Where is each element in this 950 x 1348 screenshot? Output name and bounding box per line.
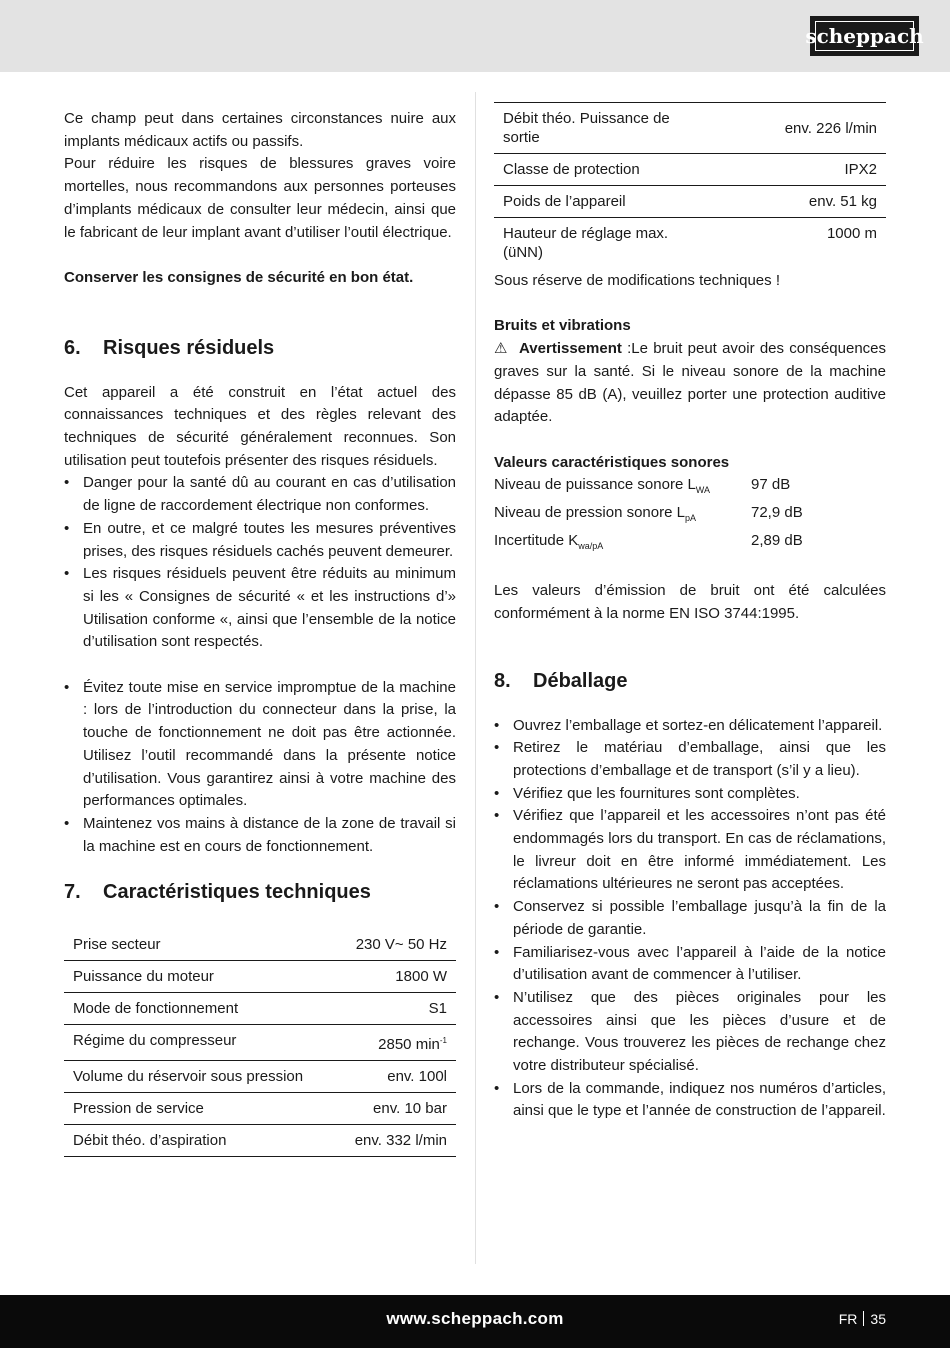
list-item: • Retirez le matériau d’emballage, ainsi que les protections d’emballage et de transport (s’il y a lieu). [494, 737, 886, 782]
sound-label [494, 502, 751, 530]
table-row [64, 1025, 456, 1061]
spec-value: env. 332 l/min [344, 1125, 456, 1157]
language-code: FR [838, 1311, 858, 1327]
spec-value: env. 10 bar [344, 1093, 456, 1125]
spacer [64, 244, 456, 267]
section-title: Risques résiduels [103, 336, 275, 359]
spec-value: env. 51 kg [694, 186, 886, 218]
sound-values-heading: Valeurs caractéristiques sonores [494, 453, 730, 471]
sound-value: 97 dB [751, 476, 791, 494]
section-title: Déballage [533, 669, 628, 692]
table-row [494, 186, 886, 218]
list-item: • Danger pour la santé dû au courant en cas d’utilisation de ligne de raccordement électrique non conformes. [64, 472, 456, 517]
spacer [494, 557, 886, 580]
section-number: 8. [494, 669, 511, 692]
scheppach-logo [805, 16, 924, 56]
sound-value: 2,89 dB [751, 531, 803, 549]
list-item: • Évitez toute mise en service impromptue de la machine : lors de l’introduction du connecteur dans la prise, la touche de fonctionnement ne doit pas être actionnée. Utilisez l’outil recommandé dans la présente notice d’utilisation. Vous garantirez ainsi à votre machine des performances optimales. [64, 677, 456, 813]
spec-label: Débit théo. Puissance de sortie [494, 103, 694, 154]
spec-value: 1000 m [826, 225, 877, 242]
section-7-heading [64, 879, 456, 905]
technical-reserve-note: Sous réserve de modifications techniques ! [494, 272, 780, 289]
column-divider [475, 92, 476, 1264]
spacer [494, 694, 886, 715]
spec-label: Poids de l’appareil [494, 186, 694, 218]
sound-label-subscript: WA [695, 485, 710, 496]
section-6-intro: Cet appareil a été construit en l’état actuel des connaissances techniques et des règles relevant des techniques de sécurité généralement reconnues. Son utilisation peut toutefois présenter des risques résiduels. [64, 383, 456, 469]
table-row [494, 103, 886, 154]
spec-label: Hauteur de réglage max. (üNN) [503, 225, 669, 261]
spec-label: Mode de fonctionnement [64, 993, 344, 1025]
spec-value: S1 [344, 993, 456, 1025]
spec-label: Puissance du moteur [64, 961, 344, 993]
list-item: • Les risques résiduels peuvent être réduits au minimum si les « Consignes de sécurité « et les instructions d’» Utilisation conforme «, ainsi que l’ensemble de la notice d’utilisation sont respectés. [64, 563, 456, 654]
section-title: Caractéristiques techniques [103, 881, 371, 904]
section-number: 6. [64, 336, 81, 359]
list-item: • En outre, et ce malgré toutes les mesures préventives prises, des risques résiduels cachés peuvent demeurer. [64, 518, 456, 563]
spacer [494, 626, 886, 668]
right-column [494, 102, 886, 1123]
sound-label-text: Incertitude K [494, 531, 579, 549]
page-footer [0, 1295, 950, 1348]
implant-paragraph-2: Pour réduire les risques de blessures graves voire mortelles, nous recommandons aux personnes porteuses d’implants médicaux de consulter leur médecin, ainsi que le fabricant de leur implant avant d’utiliser l’outil électrique. [64, 155, 456, 241]
spec-label: Volume du réservoir sous pression [64, 1061, 344, 1093]
spec-value: 1800 W [344, 961, 456, 993]
left-column [64, 108, 456, 1157]
page-header-bar [0, 0, 950, 72]
list-item: • Maintenez vos mains à distance de la zone de travail si la machine est en cours de fonctionnement. [64, 813, 456, 858]
table-row [64, 1125, 456, 1157]
spec-value-exponent: -1 [439, 1036, 447, 1046]
table-row [64, 929, 456, 961]
page-number: 35 [870, 1311, 886, 1327]
implant-paragraph-1: Ce champ peut dans certaines circonstances nuire aux implants médicaux actifs ou passifs. [64, 110, 456, 150]
page-indicator [839, 1311, 886, 1327]
spec-label: Débit théo. d’aspiration [64, 1125, 344, 1157]
warning-icon: ⚠ [494, 340, 509, 358]
section-8-heading [494, 668, 886, 694]
logo-text: scheppach [805, 24, 924, 48]
section-number: 7. [64, 881, 81, 904]
sound-label-text: Niveau de pression sonore L [494, 504, 685, 521]
spec-value: IPX2 [694, 154, 886, 186]
list-item: • Conservez si possible l’emballage jusqu’à la fin de la période de garantie. [494, 896, 886, 941]
sound-label-text: Niveau de puissance sonore L [494, 476, 696, 494]
sound-value-row [494, 530, 886, 558]
unpacking-list [494, 715, 886, 1124]
table-row [494, 154, 886, 186]
table-row [64, 1093, 456, 1125]
spec-label: Pression de service [64, 1093, 344, 1125]
table-row [494, 218, 886, 269]
website-link[interactable]: www.scheppach.com [386, 1309, 564, 1328]
sound-label-subscript: wa/pA [578, 540, 604, 551]
warning-label: Avertissement [519, 340, 622, 358]
sound-label-subscript: pA [684, 513, 696, 523]
spec-label: Classe de protection [494, 154, 694, 186]
table-row [64, 993, 456, 1025]
spacer [64, 905, 456, 929]
keep-safety-note: Conserver les consignes de sécurité en bon état. [64, 268, 414, 286]
spacer [494, 293, 886, 316]
spec-label: Régime du compresseur [64, 1025, 344, 1061]
warning-text: :Le bruit peut avoir des conséquences graves sur la santé. Si le niveau sonore de la machine dépasse 85 dB (A), veuillez porter une protection auditive adaptée. [494, 340, 886, 426]
sound-value: 72,9 dB [751, 504, 803, 521]
spacer [494, 429, 886, 452]
technical-specs-table-continued [494, 102, 886, 268]
noise-heading: Bruits et vibrations [494, 317, 631, 335]
list-item: • Vérifiez que les fournitures sont complètes. [494, 783, 886, 806]
sound-label [494, 530, 751, 558]
list-item: • N’utilisez que des pièces originales pour les accessoires ainsi que les pièces d’usure et de rechange. Vous trouverez les pièces de rechange chez votre distributeur spécialisé. [494, 987, 886, 1078]
spec-value: 230 V~ 50 Hz [344, 929, 456, 961]
technical-specs-table [64, 929, 456, 1157]
emission-note: Les valeurs d’émission de bruit ont été calculées conformément à la norme EN ISO 3744:1995. [494, 582, 886, 622]
spacer [64, 858, 456, 879]
list-item: • Vérifiez que l’appareil et les accessoires n’ont pas été endommagés lors du transport. En cas de réclamations, le livreur doit en être informé immédiatement. Les réclamations ultérieures ne seront pas acceptées. [494, 805, 886, 896]
sound-value-row [494, 474, 886, 502]
sound-label [494, 474, 751, 502]
precautions-list [64, 677, 456, 859]
sound-value-row [494, 502, 886, 530]
spec-label: Prise secteur [64, 929, 344, 961]
list-item: • Familiarisez-vous avec l’appareil à l’aide de la notice d’utilisation avant de commencer à l’utiliser. [494, 942, 886, 987]
section-6-heading [64, 335, 456, 361]
list-item: • Ouvrez l’emballage et sortez-en délicatement l’appareil. [494, 715, 886, 738]
noise-warning [494, 338, 886, 429]
list-item: • Lors de la commande, indiquez nos numéros d’articles, ainsi que le type et l’année de construction de l’appareil. [494, 1078, 886, 1123]
spec-value: env. 226 l/min [694, 103, 886, 154]
logo-frame [805, 21, 924, 51]
spec-value: env. 100l [344, 1061, 456, 1093]
spacer [64, 654, 456, 677]
separator [863, 1311, 864, 1326]
table-row [64, 1061, 456, 1093]
spec-value [344, 1025, 456, 1061]
table-row [64, 961, 456, 993]
residual-risks-list [64, 472, 456, 654]
spacer [64, 361, 456, 382]
spacer [64, 290, 456, 335]
spec-value-text: 2850 min [378, 1036, 440, 1054]
